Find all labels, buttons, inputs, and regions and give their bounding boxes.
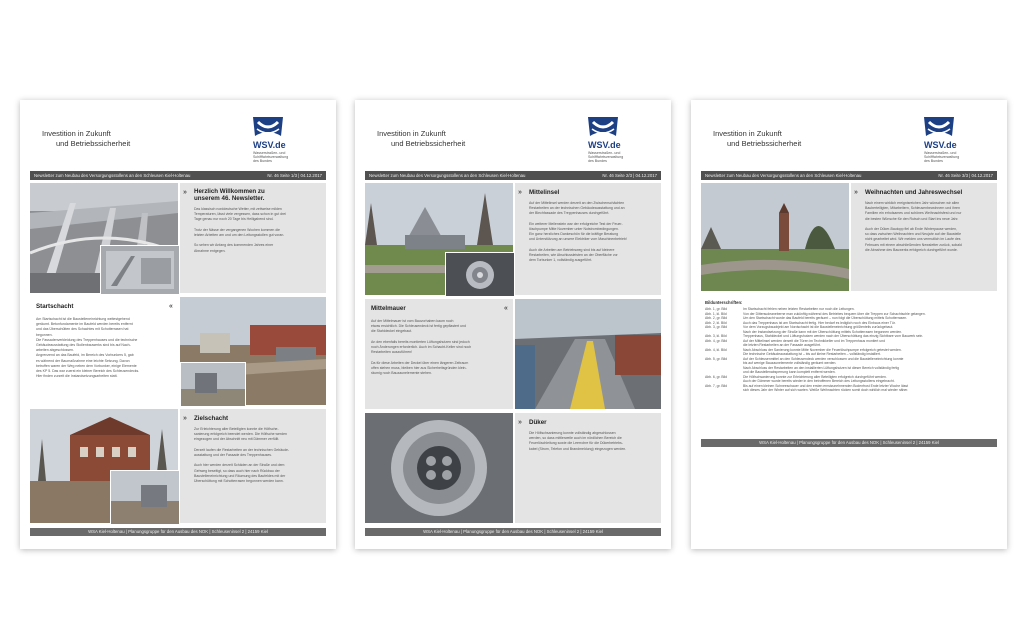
newsletter-band: Newsletter zum Neubau des Versorgungsstollens an den Schleusen Kiel-Holtenau Nr. 46 Seite 2/3 | 04.12.2017 bbox=[365, 171, 661, 180]
photo-winter-landscape bbox=[701, 183, 849, 291]
wsv-logo: WSV.de Wasserstraßen- und Schifffahrtsverwaltung des Bundes bbox=[922, 116, 992, 166]
wsv-logo-icon bbox=[251, 116, 285, 138]
section-zielschacht bbox=[180, 409, 326, 523]
wsv-logo: WSV.de Wasserstraßen- und Schifffahrtsverwaltung des Bundes bbox=[251, 116, 321, 166]
section-body: Am Startschacht ist die Baustelleneinrichtung weitestgehend geräumt. Betonfundamente im Baufeld werden bereits entfernt und das Überschütten des Schachtes mit Schotterrasen hat begonnen. Die Fassadenverkleidung des Treppenhauses und die technische Gebäudeausstattung des Stollenbauwerks sind bis auf Nach- arbeiten abgeschlossen. Angrenzend an das Baufeld, im Bereich des Vorbunkers 5, gab es während der Baumaßnahme eine leichte Setzung. Davon betroffen waren der Weg neben dem Vorbunker, einige Elemente des KP 5. Das war zuerst ein kleiner Bereich des Schleusendecks. Hier finden zurzeit die Instandsetzungsarbeiten statt. bbox=[36, 317, 140, 379]
chevron-right-icon: » bbox=[183, 189, 187, 196]
section-startschacht bbox=[30, 297, 178, 405]
section-title: Weihnachten und Jahreswechsel bbox=[865, 189, 963, 196]
footer: WSA Kiel-Holtenau | Planungsgruppe für den Ausbau des NOK | Schleuseninsel 2 | 24159 Kiel bbox=[365, 528, 661, 536]
chevron-right-icon: » bbox=[183, 415, 187, 422]
footer: WSA Kiel-Holtenau | Planungsgruppe für den Ausbau des NOK | Schleuseninsel 2 | 24159 Kiel bbox=[701, 439, 997, 447]
section-mittelmauer bbox=[365, 299, 513, 409]
section-title: Herzlich Willkommen zu unserem 46. Newsletter. bbox=[194, 188, 265, 202]
section-title: Mittelmauer bbox=[371, 305, 406, 312]
header-title: Investition in Zukunft und Betriebssicherheit bbox=[713, 129, 802, 148]
wsv-logo-icon bbox=[922, 116, 956, 138]
chevron-right-icon: » bbox=[518, 419, 522, 426]
caption-list: Abb. 1, gr. Bild Im Startschacht fehlen neben letzten Restarbeiten nur noch die Leitungen. Abb. 1, kl. Bild Von der Dittersudeaneberne man zukünftig während des Betriebes bequem über die Treppen zur Schachtsohle gelangen. Abb. 2, gr. Bild Um den Startschacht wurde das Baufeld bereits geräumt – nun folgt die Überschüttung mittels Schotterrasen. Abb. 2, kl. Bild Auch das Treppenhaus ist am Startschacht fertig. Hier bedarf es lediglich noch des Einbaus einer Tür. Abb. 3, gr. Bild Vor dem Vorzugsbauobjekt am Nordschacht ist die Baustelleneinrichtung größtenteils zurückgebaut. Nach der Instandsetzung der Straße kann mit der Überschüttung mittels Schotterrasen begonnen werden. Abb. 3, kl. Bild Treppenhaus, Stahldeckel und Lüftungshutzen werden nach der Überschüttung das einzig Sichtbare vom Bauwerk sein. Abb. 4, gr. Bild Auf der Mittelinsel werden derzeit die Türen im Technikkeller und im Treppenhaus montiert und die letzten Restarbeiten an der Fassade ausgeführt. Abb. 4, kl. Bild Nach Abschluss der Sanierung konnte Mitte November die Feuerlöschpumpe erfolgreich getestet werden. Die technische Gebäudeausstattung ist – bis auf kleine Restarbeiten – vollständig installiert. Abb. 5, gr. Bild Auf der Schleusenmittel an den Schleusendeck werden verschlossen und die Baustelleneinrichtung konnte bis auf wenige Bauzaunelemente vollständig geräumt werden. Nach Abschluss der Restarbeiten an den installierten Lüftungshutzen ist dieser Bereich vollständig fertig und die Baustellenabsperrung kann komplett entfernt werden. Abb. 6, gr. Bild Die Höfischsanierung konnte zur Erleichterung aller Beteiligten erfolgreich durchgeführt werden. Auch der Dämmer wurde bereits wieder in den betroffenen Bereich des Leitungsstollens eingebracht. Abb. 7, gr. Bild Bis auf einen kleinen Schneeschauer und den ersten ernstzunehmenden Bodenfrost Ende letzter Woche lässt sich dieses Jahr der Winter auf sich warten. Weiße Weihnachten rücken somit doch wirklich mal wieder näher. bbox=[705, 307, 926, 392]
section-title: Startschacht bbox=[36, 303, 74, 310]
photo-mittelinsel-pump bbox=[445, 252, 515, 297]
newsletter-band: Newsletter zum Neubau des Versorgungsstollens an den Schleusen Kiel-Holtenau Nr. 46 Seite 1/3 | 04.12.2017 bbox=[30, 171, 326, 180]
section-dueker bbox=[515, 413, 661, 523]
newsletter-page-3 bbox=[691, 100, 1007, 549]
section-body: Zur Erleichterung aller Beteiligten konnte die Höfische- sanierung erfolgreich beendet werden. Die Höfische werden eingezogen und der Abschnitt neu mit Dämmer verfüllt. Derzeit laufen die Restarbeiten an der technischen Gebäude- ausstattung und der Fassade des Treppenhauses. Auch hier werden derzeit Schäden an der Straße und dem Gehweg beseitigt, so dass auch hier nach Rückbau der Baustelleneinrichtung und Räumung des Baufeldes mit der Überschüttung mit Schotterrasen begonnen werden kann. bbox=[194, 427, 290, 483]
section-body: Die Höfischsanierung konnte vollständig abgeschlossen werden, so dass mittlerweile auch im nördlichen Bereich die Feuerlöschleitung sowie die Leerrohre für die Dükerbetriebs- kabel (Strom, Telefon und Brandmeldung) eingezogen werden. bbox=[529, 431, 627, 451]
photo-startschacht-stairs bbox=[100, 245, 180, 295]
photo-dueker bbox=[365, 413, 513, 523]
section-mittelinsel bbox=[515, 183, 661, 295]
section-body: Auf der Mittelinsel werden derzeit an den Zwischenschächten Restarbeiten an der technischen Gebäudeausstattung und an der Blechfassade des Treppenhauses durchgeführt. Ein weiterer Meilenstein war der erfolgreiche Test der Feuer- löschpumpe Mitte November unter Notstrombedingungen. Ein ganz herzliches Dankeschön für die kräftige Beratung und Unterstützung an unsere Elektriker vom Maschinenbetrieb! Auch die Arbeiten am Betriebsweg sind bis auf kleinere Restarbeiten, wie Abschlussleisten an der Oberfläche vor dem Torbunker 1, vollständig ausgeführt. bbox=[529, 201, 627, 263]
section-title: Mittelinsel bbox=[529, 189, 560, 196]
photo-zielschacht-small bbox=[110, 470, 180, 525]
section-welcome bbox=[180, 183, 326, 293]
chevron-right-icon: » bbox=[518, 189, 522, 196]
newsletter-page-1 bbox=[20, 100, 336, 549]
section-body: Nach einem wirklich ereignisreichen Jahr wünschen wir allen Bauberteiligten, Mitarbeitern, Schleusenbewohnern und ihren Familien ein erholsames und schönes Weihnachtsfest und nur die besten Wünsche für den Rutsch und Start ins neue Jahr. Auch der Düker-Bautopp fiel ab Ende Winterpause werden, so dass zwischen Weihnachten und Neujahr auf der Baustelle nicht gearbeitet wird. Wir melden uns vermutlich im Laufe des Februars mit einem abschließenden Newsletter zurück, sobald die Abnahme des Bauwerks erfolgreich durchgeführt wurde. bbox=[865, 201, 962, 252]
photo-schleuse bbox=[515, 299, 661, 409]
caption-heading: Bildunterschriften: bbox=[705, 300, 743, 305]
wsv-logo: WSV.de Wasserstraßen- und Schifffahrtsverwaltung des Bundes bbox=[586, 116, 656, 166]
wsv-logo-icon bbox=[586, 116, 620, 138]
chevron-right-icon: » bbox=[854, 189, 858, 196]
newsletter-band: Newsletter zum Neubau des Versorgungsstollens an den Schleusen Kiel-Holtenau Nr. 46 Seite 3/3 | 04.12.2017 bbox=[701, 171, 997, 180]
section-body: Auf der Mittelmauer ist vom Bauvorhaben kaum noch etwas ersichtlich. Die Schleusendeck ist fertig gepflastert und die Stahldeckel eingebaut. An den ebenfalls bereits montierten Lüftungshutzen sind jedoch noch Änderungen erforderlich. Auch im Schacht-Keller sind noch Restarbeiten auszuführen! Da für diese Arbeiten der Deckel über einen längeren Zeitraum offen stehen muss, bleiben hier aus Sicherheitsgründen klein- räumig noch Bauzaunelemente stehen. bbox=[371, 319, 472, 375]
footer: WSA Kiel-Holtenau | Planungsgruppe für den Ausbau des NOK | Schleuseninsel 2 | 24159 Kiel bbox=[30, 528, 326, 536]
chevron-left-icon: « bbox=[169, 303, 173, 310]
header-title: Investition in Zukunft und Betriebssicherheit bbox=[42, 129, 131, 148]
section-title: Zielschacht bbox=[194, 415, 229, 422]
section-body: Das klassisch norddeutsche Wetter, mit zeitweise milden Temperaturen, lässt viele vergessen, dass schon in gut drei Tage genau nur noch 20 Tage bis Heiligabend sind. Trotz der Nässe der vergangenen Wochen kommen die letzten Arbeiten am und um den Leitungsstollen gut voran. So sehen wir Anfang des kommenden Jahres einer Abnahme entgegen. bbox=[194, 207, 287, 253]
header-title: Investition in Zukunft und Betriebssicherheit bbox=[377, 129, 466, 148]
photo-startschacht-stairhouse bbox=[180, 362, 246, 407]
section-title: Düker bbox=[529, 419, 547, 426]
chevron-left-icon: « bbox=[504, 305, 508, 312]
section-weihnachten bbox=[851, 183, 997, 291]
newsletter-page-2 bbox=[355, 100, 671, 549]
